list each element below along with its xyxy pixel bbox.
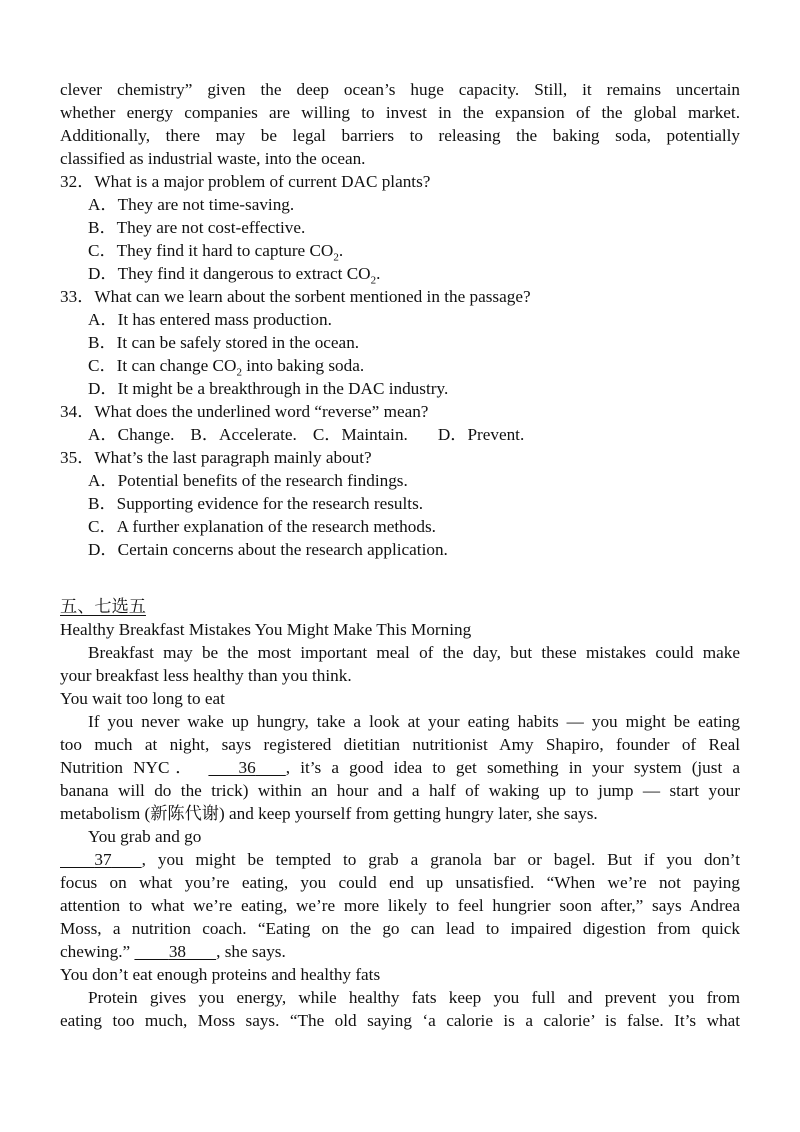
intro-line: your breakfast less healthy than you think. — [60, 666, 352, 685]
question-34 — [60, 400, 740, 446]
paragraph-line — [60, 756, 740, 779]
paragraph-line: attention to what we’re eating, we’re more likely to feel hungrier soon after,” says Andrea — [60, 896, 740, 915]
option-text: C．They find it hard to capture CO — [88, 241, 334, 260]
question-stem: 35．What’s the last paragraph mainly about? — [60, 448, 372, 467]
blank-38 — [134, 940, 216, 963]
subscript: 2 — [236, 366, 242, 379]
option-b: B．Supporting evidence for the research results. — [88, 494, 424, 513]
option-a: A．They are not time-saving. — [88, 195, 295, 214]
passage-ending — [60, 78, 740, 170]
blank-number: 37 — [94, 850, 112, 869]
paragraph-line — [60, 848, 740, 871]
option-d: D．Certain concerns about the research application. — [88, 540, 448, 559]
option-text: C．It can change CO — [88, 356, 237, 375]
paragraph-line: banana will do the trick) within an hour and a half of waking up to jump — start your — [60, 781, 740, 800]
blank-36 — [208, 756, 285, 779]
question-33 — [60, 285, 740, 400]
option-a: A．Potential benefits of the research findings. — [88, 471, 408, 490]
seven-choose-five-section — [60, 595, 740, 1032]
blank-number: 36 — [238, 758, 256, 777]
intro-line: Breakfast may be the most important meal of the day, but these mistakes could make — [88, 643, 740, 662]
blank-number: 38 — [168, 942, 187, 961]
option-c — [60, 239, 740, 262]
option-c: C．Maintain. — [312, 425, 408, 444]
option-c: C．A further explanation of the research methods. — [88, 517, 436, 536]
paragraph-line: focus on what you’re eating, you could end up unsatisfied. “When we’re not paying — [60, 873, 740, 892]
text: Nutrition NYC． — [60, 758, 199, 777]
option-d: D．It might be a breakthrough in the DAC industry. — [88, 379, 449, 398]
question-stem: 34．What does the underlined word “reverse” mean? — [60, 402, 429, 421]
passage-line: whether energy companies are willing to invest in the expansion of the global market. — [60, 103, 740, 122]
option-d — [60, 262, 740, 285]
section-heading — [60, 595, 740, 618]
option-b: B．It can be safely stored in the ocean. — [88, 333, 360, 352]
subheading: You wait too long to eat — [60, 689, 225, 708]
text: , you might be tempted to grab a granola bar or bagel. But if you don’t — [141, 850, 740, 869]
option-text: . — [338, 241, 344, 260]
passage-line: Additionally, there may be legal barriers to releasing the baking soda, potentially — [60, 126, 740, 145]
option-text: . — [376, 264, 381, 283]
text: , she says. — [216, 942, 286, 961]
paragraph-line: eating too much, Moss says. “The old saying ‘a calorie is a calorie’ is false. It’s what — [60, 1011, 740, 1030]
question-32 — [60, 170, 740, 285]
subscript: 2 — [333, 251, 339, 264]
subscript: 2 — [370, 274, 377, 287]
text: , it’s a good idea to get something in your system (just a — [285, 758, 740, 777]
option-d: D．Prevent. — [437, 425, 525, 444]
blank-37 — [60, 848, 142, 871]
subheading: You grab and go — [88, 827, 202, 846]
article-title: Healthy Breakfast Mistakes You Might Make This Morning — [60, 620, 472, 639]
option-text: D．They find it dangerous to extract CO — [88, 264, 371, 283]
text: chewing.” — [60, 942, 131, 961]
paragraph-line: too much at night, says registered dietitian nutritionist Amy Shapiro, founder of Real — [60, 735, 740, 754]
option-b: B．Accelerate. — [190, 425, 297, 444]
options-row — [60, 423, 740, 446]
question-stem: 32．What is a major problem of current DAC plants? — [60, 172, 431, 191]
section-gap — [60, 561, 740, 595]
section-heading-text: 五、七选五 — [60, 597, 146, 616]
question-stem: 33．What can we learn about the sorbent mentioned in the passage? — [60, 287, 531, 306]
question-35 — [60, 446, 740, 561]
option-c — [60, 354, 740, 377]
paragraph-line: metabolism (新陈代谢) and keep yourself from getting hungry later, she says. — [60, 804, 598, 823]
option-text: into baking soda. — [241, 356, 365, 375]
paragraph-line: Protein gives you energy, while healthy fats keep you full and prevent you from — [88, 988, 740, 1007]
option-a: A．It has entered mass production. — [88, 310, 332, 329]
option-a: A．Change. — [88, 425, 175, 444]
paragraph-line — [60, 940, 740, 963]
document-page — [60, 78, 740, 1032]
option-b: B．They are not cost-effective. — [88, 218, 306, 237]
passage-line: clever chemistry” given the deep ocean’s huge capacity. Still, it remains uncertain — [60, 80, 740, 99]
passage-line: classified as industrial waste, into the ocean. — [60, 149, 366, 168]
paragraph-line: Moss, a nutrition coach. “Eating on the go can lead to impaired digestion from quick — [60, 919, 740, 938]
paragraph-line: If you never wake up hungry, take a look at your eating habits — you might be eating — [88, 712, 740, 731]
subheading: You don’t eat enough proteins and healthy fats — [60, 965, 381, 984]
